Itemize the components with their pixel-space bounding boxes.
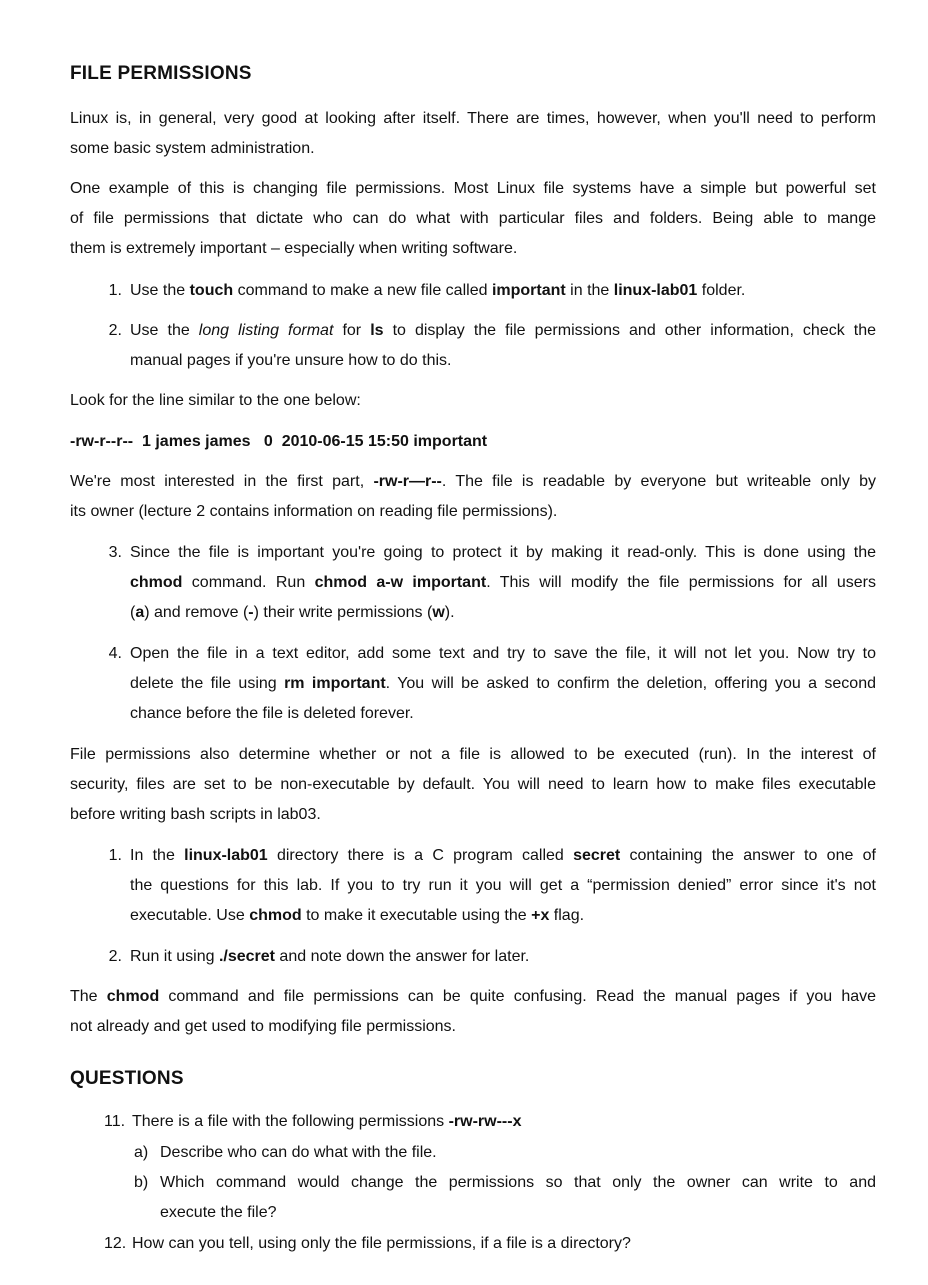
look-for-text: Look for the line similar to the one below: bbox=[70, 392, 361, 409]
list-item-line-2: manual pages if you're unsure how to do this. bbox=[130, 352, 452, 369]
list-item-line-2 bbox=[130, 669, 876, 699]
list-number: 1. bbox=[108, 847, 122, 864]
text-run: delete the file using bbox=[130, 675, 285, 692]
permission-string: -rw-rw---x bbox=[448, 1113, 522, 1130]
command-example: rm important bbox=[284, 675, 386, 692]
text-run: command to make a new file called bbox=[233, 282, 492, 299]
list-number: 4. bbox=[108, 645, 122, 662]
list-item-line-1 bbox=[130, 316, 876, 346]
intro-line-1: Linux is, in general, very good at looking after itself. There are times, however, when you'll need to perform bbox=[70, 110, 876, 127]
flag-text: +x bbox=[531, 907, 550, 924]
list-item bbox=[108, 316, 877, 376]
text-run: . You will be asked to confirm the deletion, offering you a second bbox=[385, 675, 876, 692]
flag-letter: w bbox=[432, 604, 445, 621]
command-name: chmod bbox=[106, 988, 160, 1005]
text-run: . The file is readable by everyone but writeable only by bbox=[441, 473, 877, 490]
text-run: and note down the answer for later. bbox=[274, 948, 530, 965]
interest-paragraph bbox=[70, 467, 876, 527]
list-item bbox=[108, 639, 876, 729]
sub-question-label: a) bbox=[134, 1144, 149, 1161]
example-line-2: of file permissions that dictate who can do what with particular files and folders. Being able to mange bbox=[70, 210, 876, 227]
sub-question bbox=[134, 1138, 876, 1168]
example-line-1: One example of this is changing file permissions. Most Linux file systems have a simple but powerful set bbox=[70, 180, 876, 197]
text-run: command. Run bbox=[182, 574, 315, 591]
command-example: ./secret bbox=[218, 948, 275, 965]
question-number: 12. bbox=[104, 1235, 127, 1252]
interest-line-1 bbox=[70, 467, 876, 497]
text-run: In the bbox=[130, 847, 185, 864]
sub-question-line-1: Which command would change the permissions so that only the owner can write to and bbox=[160, 1174, 876, 1191]
list-item-line-2: the questions for this lab. If you to try run it you will get a “permission denied” error since it's not bbox=[130, 877, 876, 894]
list-number: 2. bbox=[108, 948, 122, 965]
interest-line-2: its owner (lecture 2 contains information on reading file permissions). bbox=[70, 503, 558, 520]
exec-line-3: before writing bash scripts in lab03. bbox=[70, 806, 321, 823]
sub-question bbox=[134, 1168, 876, 1228]
flag-letter: a bbox=[135, 604, 145, 621]
listing-group: james bbox=[205, 433, 251, 450]
text-run: ( bbox=[130, 604, 136, 621]
listing-size: 0 bbox=[263, 433, 273, 450]
exec-paragraph bbox=[70, 740, 876, 830]
text-run: ) and remove ( bbox=[144, 604, 249, 621]
list-item bbox=[108, 841, 876, 931]
list-item bbox=[108, 942, 876, 972]
intro-line-2: some basic system administration. bbox=[70, 140, 315, 157]
list-item-line-1 bbox=[130, 841, 876, 871]
listing-perms: -rw-r--r-- bbox=[70, 433, 134, 450]
folder-name: linux-lab01 bbox=[613, 282, 698, 299]
file-name: secret bbox=[573, 847, 621, 864]
questions-title: QUESTIONS bbox=[70, 1068, 184, 1089]
exec-line-1: File permissions also determine whether or not a file is allowed to be executed (run). In the interest of bbox=[70, 746, 876, 763]
text-run: The bbox=[70, 988, 107, 1005]
list-item-text bbox=[130, 942, 876, 972]
text-run: for bbox=[333, 322, 371, 339]
text-run: Use the bbox=[130, 282, 190, 299]
list-item-line-3: chance before the file is deleted forever. bbox=[130, 705, 414, 722]
command-name: chmod bbox=[130, 574, 183, 591]
example-paragraph bbox=[70, 174, 876, 264]
text-run: There is a file with the following permissions bbox=[132, 1113, 449, 1130]
list-item-line-2 bbox=[130, 568, 876, 598]
text-run: directory there is a C program called bbox=[267, 847, 574, 864]
list-number: 3. bbox=[108, 544, 122, 561]
text-run: Run it using bbox=[130, 948, 219, 965]
text-run: containing the answer to one of bbox=[620, 847, 876, 864]
section-title: FILE PERMISSIONS bbox=[70, 63, 252, 84]
text-run: We're most interested in the first part, bbox=[70, 473, 374, 490]
question-text bbox=[132, 1107, 876, 1137]
list-number: 1. bbox=[108, 282, 122, 299]
command-name: ls bbox=[370, 322, 384, 339]
command-name: touch bbox=[189, 282, 234, 299]
text-run: . This will modify the file permissions for all users bbox=[486, 574, 876, 591]
file-name: important bbox=[491, 282, 566, 299]
listing-datetime: 2010-06-15 15:50 bbox=[281, 433, 409, 450]
list-item bbox=[108, 538, 876, 628]
listing-name: important bbox=[413, 433, 488, 450]
list-item bbox=[108, 276, 876, 306]
exec-line-2: security, files are set to be non-executable by default. You will need to learn how to make files executable bbox=[70, 776, 876, 793]
sub-question-text: Describe who can do what with the file. bbox=[160, 1144, 437, 1161]
sub-question-label: b) bbox=[134, 1174, 149, 1191]
text-run: flag. bbox=[549, 907, 585, 924]
closing-line-1 bbox=[70, 982, 876, 1012]
list-item-line-1: Open the file in a text editor, add some text and try to save the file, it will not let you. Now try to bbox=[130, 645, 876, 662]
text-run: to display the file permissions and other information, check the bbox=[383, 322, 877, 339]
question-text: How can you tell, using only the file permissions, if a file is a directory? bbox=[132, 1235, 631, 1252]
text-run: ). bbox=[444, 604, 455, 621]
listing-line bbox=[70, 427, 876, 457]
text-run: ) their write permissions ( bbox=[253, 604, 433, 621]
command-example: chmod a-w important bbox=[314, 574, 487, 591]
flag-letter: - bbox=[248, 604, 254, 621]
list-item-line-3 bbox=[130, 598, 876, 628]
list-number: 2. bbox=[108, 322, 122, 339]
intro-paragraph bbox=[70, 104, 876, 164]
text-run: to make it executable using the bbox=[301, 907, 532, 924]
example-line-3: them is extremely important – especially when writing software. bbox=[70, 240, 518, 257]
list-item-line-1: Since the file is important you're going to protect it by making it read-only. This is done using the bbox=[130, 544, 876, 561]
closing-line-2: not already and get used to modifying file permissions. bbox=[70, 1018, 456, 1035]
text-run: folder. bbox=[697, 282, 746, 299]
command-name: chmod bbox=[249, 907, 302, 924]
permission-string: -rw-r—r-- bbox=[373, 473, 442, 490]
question-number: 11. bbox=[104, 1113, 126, 1130]
text-run: command and file permissions can be quite confusing. Read the manual pages if you have bbox=[159, 988, 877, 1005]
emphasis: long listing format bbox=[198, 322, 334, 339]
text-run: in the bbox=[565, 282, 614, 299]
closing-paragraph bbox=[70, 982, 876, 1042]
text-run: executable. Use bbox=[130, 907, 250, 924]
sub-question-line-2: execute the file? bbox=[160, 1204, 277, 1221]
listing-links: 1 bbox=[141, 433, 151, 450]
listing-owner: james bbox=[155, 433, 201, 450]
list-item-text bbox=[130, 276, 876, 306]
text-run: Use the bbox=[130, 322, 199, 339]
folder-name: linux-lab01 bbox=[184, 847, 268, 864]
list-item-line-3 bbox=[130, 901, 876, 931]
